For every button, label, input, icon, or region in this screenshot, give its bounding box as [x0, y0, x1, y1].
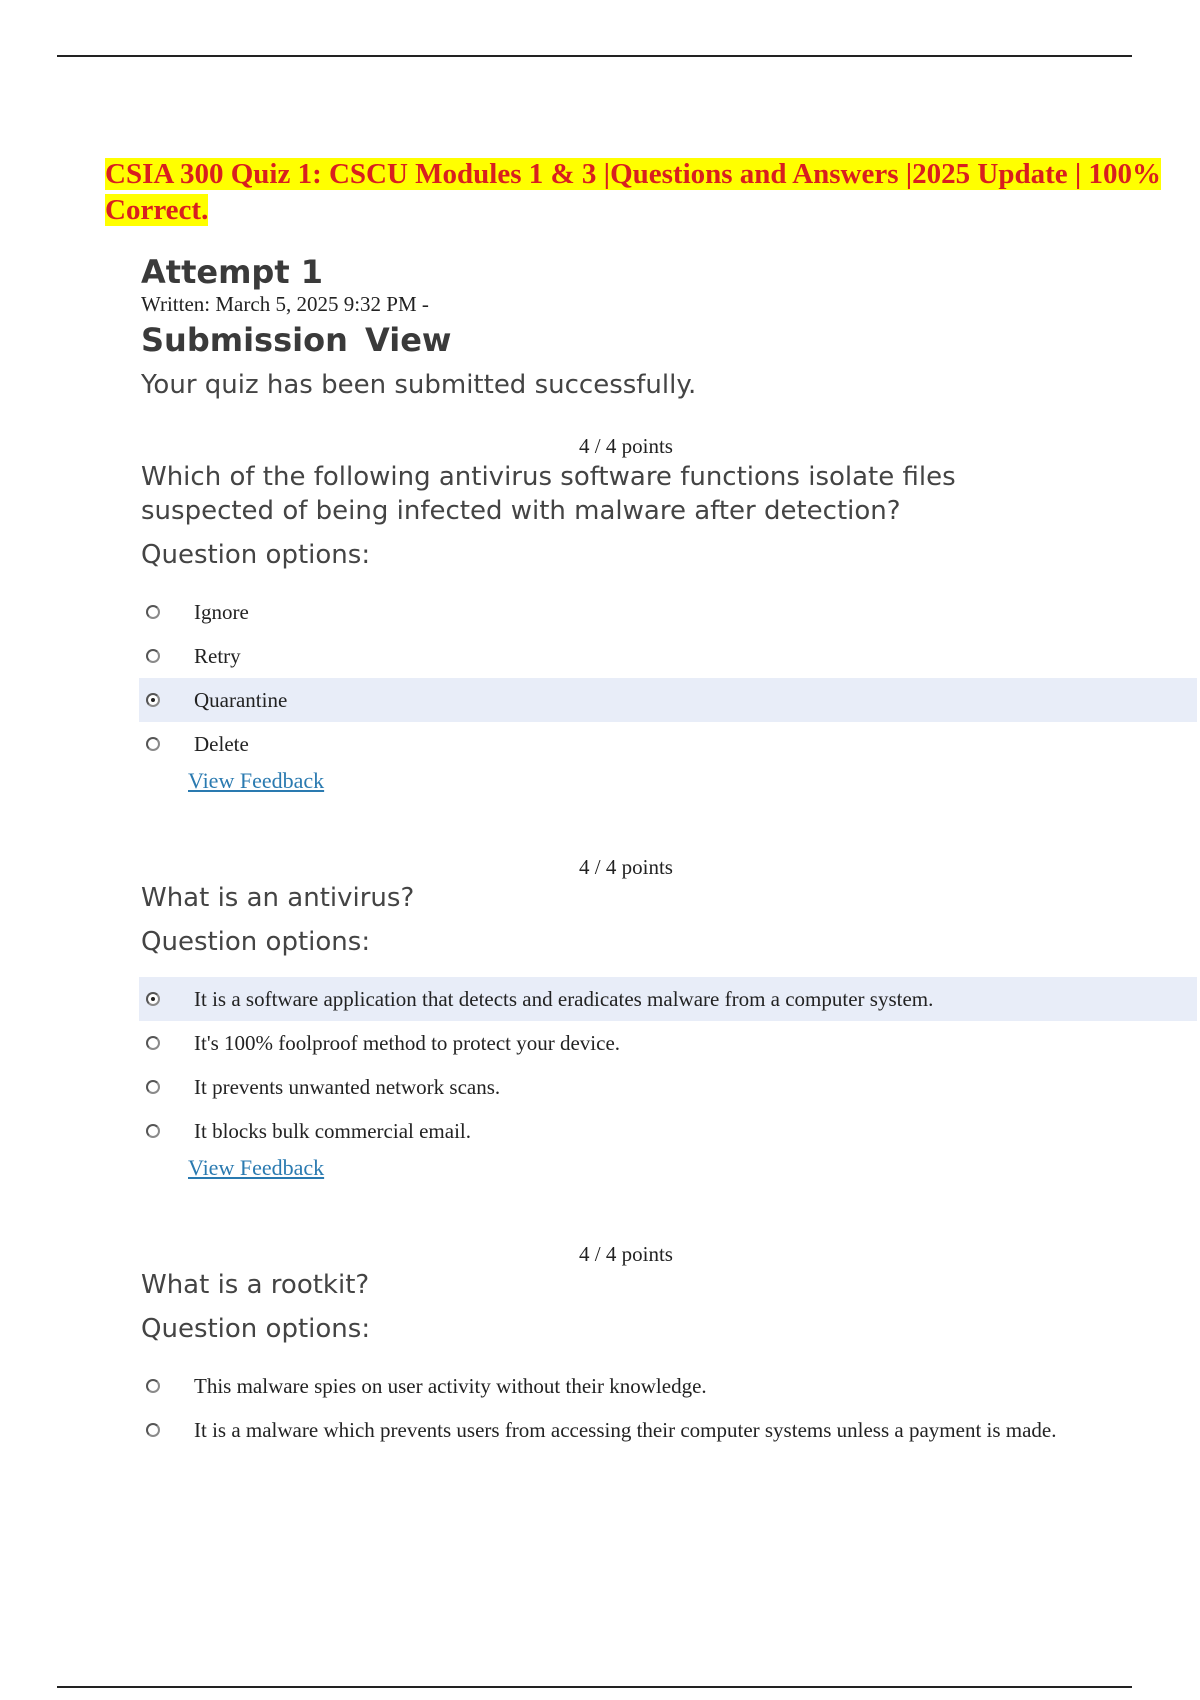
question-2 — [141, 855, 1191, 1181]
radio-icon[interactable] — [146, 605, 160, 619]
written-timestamp: Written: March 5, 2025 9:32 PM - — [141, 292, 429, 316]
radio-checked-icon[interactable] — [146, 992, 160, 1006]
option-label: It is a software application that detects and eradicates malware from a computer system. — [194, 986, 934, 1011]
question-options-label: Question options: — [141, 927, 371, 957]
option-retry[interactable] — [139, 634, 1197, 678]
radio-icon[interactable] — [146, 1379, 160, 1393]
question-3 — [141, 1242, 1191, 1452]
question-points: 4 / 4 points — [579, 1242, 673, 1266]
options-list — [141, 1364, 1191, 1452]
top-rule — [57, 55, 1132, 57]
option-label: Ignore — [194, 599, 249, 624]
question-text: What is an antivirus? — [141, 883, 415, 913]
bottom-rule — [57, 1686, 1132, 1688]
attempt-heading: Attempt 1 — [141, 253, 324, 291]
options-list — [141, 977, 1191, 1153]
submission-status: Your quiz has been submitted successfully. — [141, 370, 697, 400]
option-label: It's 100% foolproof method to protect your device. — [194, 1030, 621, 1055]
radio-checked-icon[interactable] — [146, 693, 160, 707]
submission-heading: Submission View — [141, 321, 452, 359]
radio-icon[interactable] — [146, 1423, 160, 1437]
option-label: It prevents unwanted network scans. — [194, 1074, 501, 1099]
question-text: Which of the following antivirus software functions isolate files suspected of being infected with malware after detection? — [141, 462, 956, 526]
option-spyware[interactable] — [139, 1364, 1197, 1408]
question-options-label: Question options: — [141, 540, 371, 570]
option-label: Quarantine — [194, 687, 288, 712]
option-label: Retry — [194, 643, 241, 668]
option-software-application[interactable] — [139, 977, 1197, 1021]
radio-icon[interactable] — [146, 649, 160, 663]
view-feedback-link[interactable]: View Feedback — [188, 768, 325, 793]
view-feedback-link[interactable]: View Feedback — [188, 1155, 325, 1180]
question-points: 4 / 4 points — [579, 855, 673, 879]
option-ransomware[interactable] — [139, 1408, 1197, 1452]
radio-icon[interactable] — [146, 1036, 160, 1050]
option-label: It is a malware which prevents users from accessing their computer systems unless a payment is made. — [194, 1417, 1057, 1442]
option-quarantine[interactable] — [139, 678, 1197, 722]
option-ignore[interactable] — [139, 590, 1197, 634]
attempt-header — [141, 252, 1191, 402]
option-bulk-email[interactable] — [139, 1109, 1197, 1153]
radio-icon[interactable] — [146, 1124, 160, 1138]
option-label: It blocks bulk commercial email. — [194, 1118, 471, 1143]
option-label: Delete — [194, 731, 249, 756]
question-points: 4 / 4 points — [579, 434, 673, 458]
question-options-label: Question options: — [141, 1314, 371, 1344]
radio-icon[interactable] — [146, 737, 160, 751]
option-network-scans[interactable] — [139, 1065, 1197, 1109]
question-text: What is a rootkit? — [141, 1270, 370, 1300]
document-title — [105, 156, 1170, 228]
question-1 — [141, 434, 1191, 794]
option-delete[interactable] — [139, 722, 1197, 766]
options-list — [141, 590, 1191, 766]
option-foolproof[interactable] — [139, 1021, 1197, 1065]
document-title-text: CSIA 300 Quiz 1: CSCU Modules 1 & 3 |Questions and Answers |2025 Update | 100% Correct. — [105, 158, 1162, 226]
radio-icon[interactable] — [146, 1080, 160, 1094]
option-label: This malware spies on user activity without their knowledge. — [194, 1373, 707, 1398]
